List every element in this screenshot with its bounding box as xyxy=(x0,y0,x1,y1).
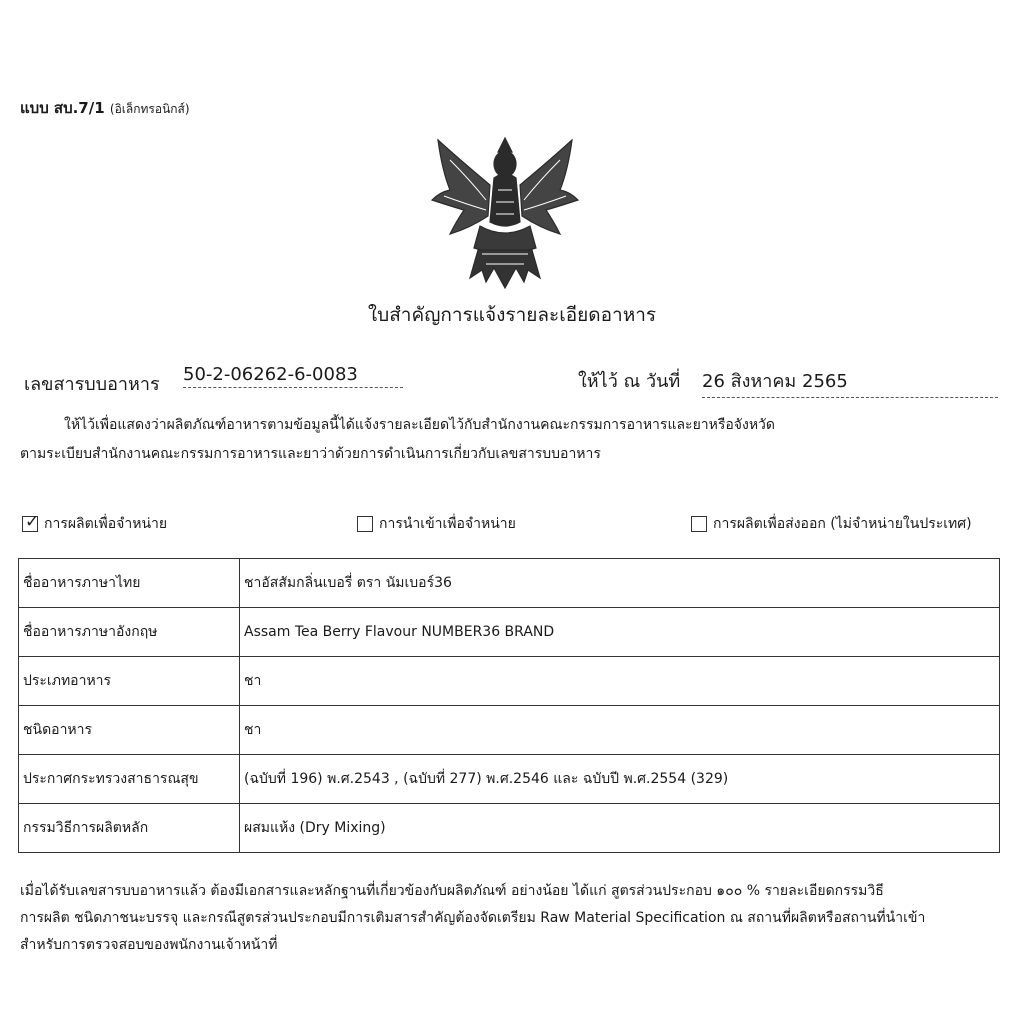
checkbox-label: การผลิตเพื่อจำหน่าย xyxy=(44,516,168,532)
issued-date-label: ให้ไว้ ณ วันที่ xyxy=(578,371,681,392)
table-row xyxy=(19,608,1000,657)
registration-label: เลขสารบบอาหาร xyxy=(24,374,160,395)
detail-value: (ฉบับที่ 196) พ.ศ.2543 , (ฉบับที่ 277) พ.ศ.2546 และ ฉบับปี พ.ศ.2554 (329) xyxy=(240,755,1000,804)
checkbox-manufacture-for-export[interactable] xyxy=(691,513,972,535)
table-row xyxy=(19,804,1000,853)
checkbox-manufacture-for-sale[interactable] xyxy=(22,513,167,535)
detail-key: ประกาศกระทรวงสาธารณสุข xyxy=(19,755,240,804)
intro-paragraph xyxy=(20,411,1000,469)
form-code xyxy=(20,96,190,120)
issued-date: 26 สิงหาคม 2565 xyxy=(702,366,998,398)
intro-line-2: ตามระเบียบสำนักงานคณะกรรมการอาหารและยาว่าด้วยการดำเนินการเกี่ยวกับเลขสารบบอาหาร xyxy=(20,446,601,462)
detail-key: ชื่ออาหารภาษาไทย xyxy=(19,559,240,608)
checkbox-label: การนำเข้าเพื่อจำหน่าย xyxy=(379,516,516,532)
check-mark-icon: ✓ xyxy=(25,512,40,532)
detail-value: ชา xyxy=(240,706,1000,755)
detail-key: ประเภทอาหาร xyxy=(19,657,240,706)
table-row xyxy=(19,706,1000,755)
detail-value: ผสมแห้ง (Dry Mixing) xyxy=(240,804,1000,853)
checkbox-import-for-sale[interactable] xyxy=(357,513,516,535)
intro-line-1: ให้ไว้เพื่อแสดงว่าผลิตภัณฑ์อาหารตามข้อมูลนี้ได้แจ้งรายละเอียดไว้กับสำนักงานคณะกรรมการอาหารและยาหรือจังหวัด xyxy=(64,417,776,433)
form-code-note: (อิเล็กทรอนิกส์) xyxy=(109,102,190,116)
detail-key: ชนิดอาหาร xyxy=(19,706,240,755)
footer-line-2: การผลิต ชนิดภาชนะบรรจุ และกรณีสูตรส่วนประกอบมีการเติมสารสำคัญต้องจัดเตรียม Raw Material Specification ณ สถานที่ผลิตหรือสถานที่นำเข้า xyxy=(20,910,926,926)
registration-number: 50-2-06262-6-0083 xyxy=(183,364,403,388)
footer-note xyxy=(20,878,1010,959)
form-code-text: แบบ สบ.7/1 xyxy=(20,99,105,117)
checkbox-label: การผลิตเพื่อส่งออก (ไม่จำหน่ายในประเทศ) xyxy=(713,516,972,532)
table-row xyxy=(19,559,1000,608)
food-details-table xyxy=(18,558,1000,853)
document-title: ใบสำคัญการแจ้งรายละเอียดอาหาร xyxy=(367,304,657,326)
checkbox-box[interactable] xyxy=(357,516,373,532)
detail-key: ชื่ออาหารภาษาอังกฤษ xyxy=(19,608,240,657)
detail-key: กรรมวิธีการผลิตหลัก xyxy=(19,804,240,853)
detail-value: ชาอัสสัมกลิ่นเบอรี่ ตรา นัมเบอร์36 xyxy=(240,559,1000,608)
table-row xyxy=(19,657,1000,706)
checkbox-box[interactable] xyxy=(22,512,40,532)
detail-value: ชา xyxy=(240,657,1000,706)
footer-line-3: สำหรับการตรวจสอบของพนักงานเจ้าหน้าที่ xyxy=(20,937,278,953)
footer-line-1: เมื่อได้รับเลขสารบบอาหารแล้ว ต้องมีเอกสารและหลักฐานที่เกี่ยวข้องกับผลิตภัณฑ์ อย่างน้อย ได้แก่ สูตรส่วนประกอบ ๑๐๐ % รายละเอียดกรรมวิธี xyxy=(20,883,884,899)
table-row xyxy=(19,755,1000,804)
checkbox-box[interactable] xyxy=(691,516,707,532)
detail-value: Assam Tea Berry Flavour NUMBER36 BRAND xyxy=(240,608,1000,657)
garuda-emblem-icon xyxy=(420,130,590,295)
